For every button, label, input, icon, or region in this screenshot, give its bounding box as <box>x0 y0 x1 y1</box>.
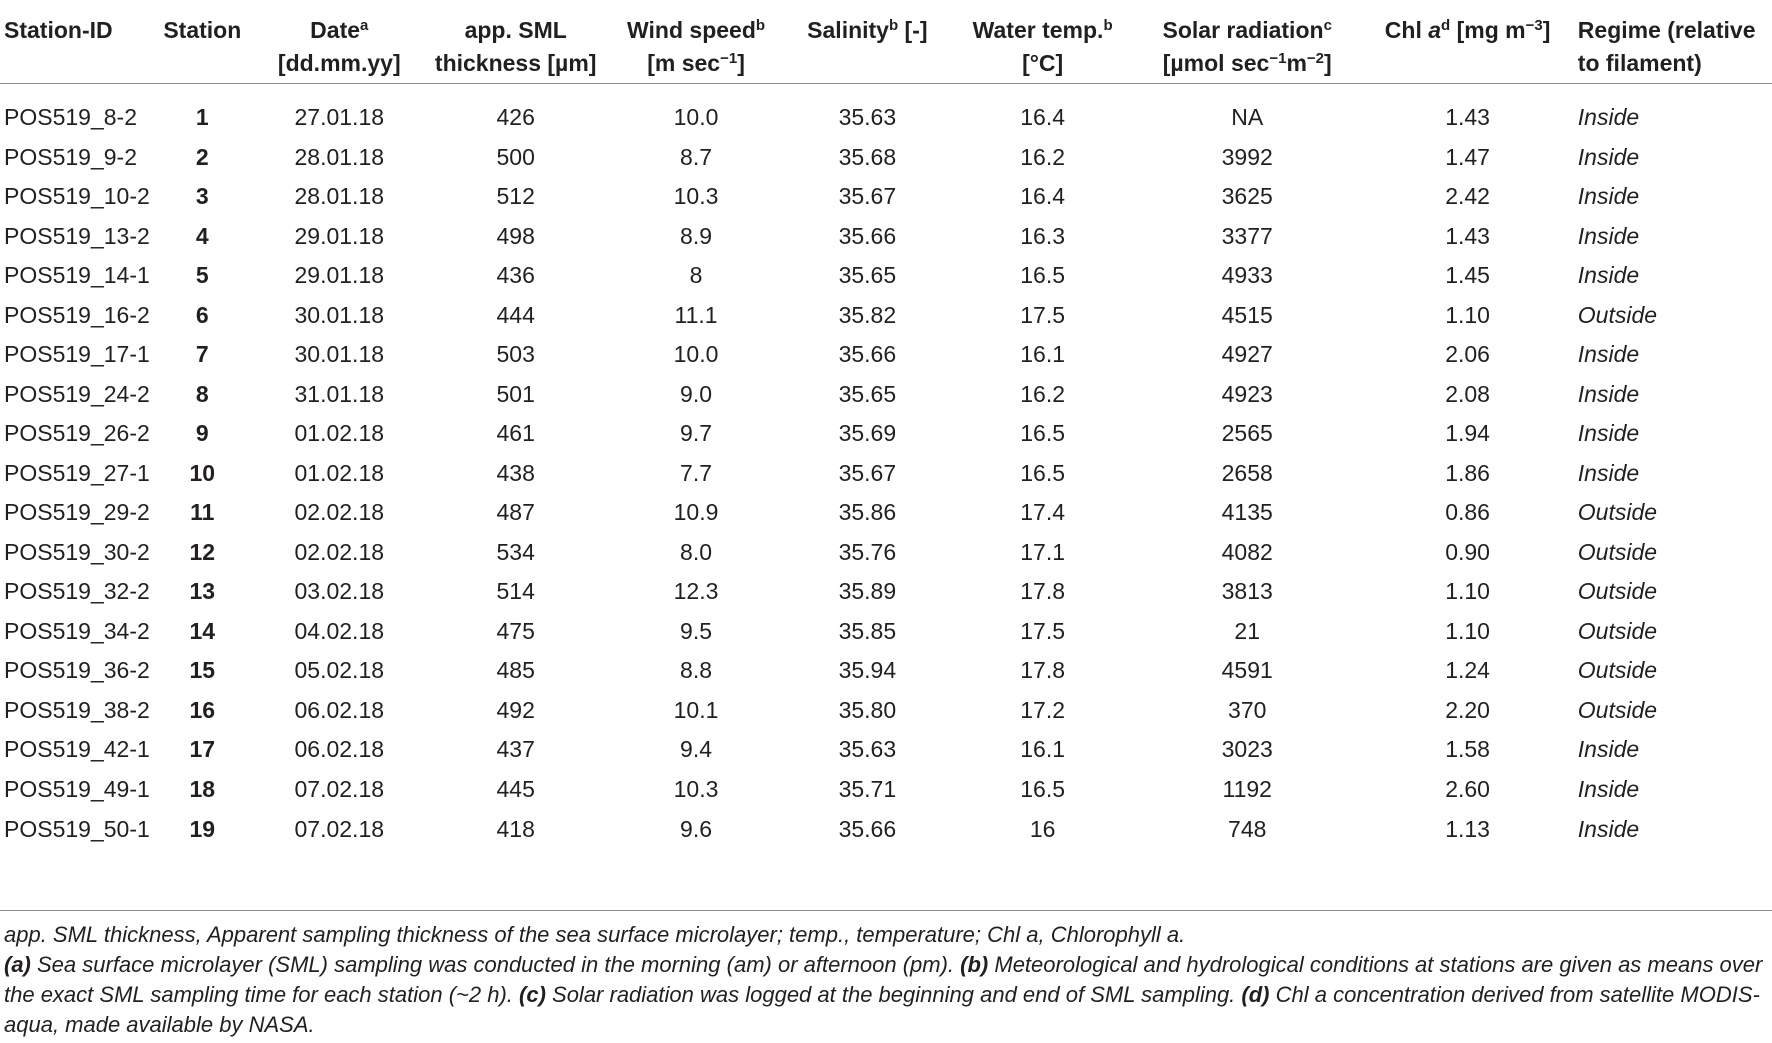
cell-sml-thickness: 498 <box>496 222 535 249</box>
cell-station-id: POS519_36-2 <box>4 657 150 684</box>
cell-solar-radiation: 4591 <box>1221 657 1273 684</box>
cell-wind-speed: 8 <box>689 262 703 289</box>
cell-wind-speed: 7.7 <box>680 459 713 486</box>
cell-sml-thickness: 514 <box>496 578 535 605</box>
cell-sml-thickness: 503 <box>496 341 535 368</box>
cell-chl-a: 2.60 <box>1445 775 1490 802</box>
cell-wind-speed: 9.7 <box>680 420 713 447</box>
cell-solar-radiation: 21 <box>1234 617 1261 644</box>
table-footnotes <box>4 920 1768 1040</box>
cell-solar-radiation: 4135 <box>1221 499 1273 526</box>
cell-sml-thickness: 534 <box>496 538 535 565</box>
cell-wind-speed: 10.0 <box>673 341 719 368</box>
cell-sml-thickness: 475 <box>496 617 535 644</box>
cell-wind-speed: 8.8 <box>680 657 713 684</box>
cell-regime: Inside <box>1577 420 1640 447</box>
cell-station: 17 <box>189 736 216 763</box>
footnote-details: (a) Sea surface microlayer (SML) sampling was conducted in the morning (am) or afternoon (pm). (b) Meteorological and hydrological conditions at stations are given as means over the exact SML sampling time for each station (~2 h). (c) Solar radiation was logged at the beginning and end of SML sampling. (d) Chl a concentration derived from satellite MODIS-aqua, made available by NASA. <box>4 952 1763 1037</box>
cell-regime: Outside <box>1577 578 1658 605</box>
cell-date: 05.02.18 <box>294 657 385 684</box>
cell-chl-a: 1.58 <box>1445 736 1490 763</box>
cell-salinity: 35.69 <box>838 420 897 447</box>
cell-water-temp: 16.5 <box>1020 775 1066 802</box>
cell-sml-thickness: 461 <box>496 420 535 447</box>
table-row <box>0 177 1772 217</box>
cell-solar-radiation: 4927 <box>1221 341 1273 368</box>
cell-station: 1 <box>195 104 209 131</box>
cell-wind-speed: 10.0 <box>673 104 719 131</box>
cell-sml-thickness: 426 <box>496 104 535 131</box>
cell-chl-a: 1.86 <box>1445 459 1490 486</box>
cell-wind-speed: 10.9 <box>673 499 719 526</box>
cell-regime: Outside <box>1577 657 1658 684</box>
cell-station: 14 <box>189 617 216 644</box>
col-header-date: Date$^a$ [dd.mm.yy] <box>255 14 424 84</box>
cell-wind-speed: 12.3 <box>673 578 719 605</box>
cell-chl-a: 1.94 <box>1445 420 1490 447</box>
cell-station-id: POS519_9-2 <box>4 143 137 170</box>
cell-water-temp: 16.1 <box>1020 736 1066 763</box>
cell-chl-a: 1.24 <box>1445 657 1490 684</box>
cell-wind-speed: 10.1 <box>673 696 719 723</box>
cell-sml-thickness: 501 <box>496 380 535 407</box>
cell-wind-speed: 10.3 <box>673 775 719 802</box>
footer-divider <box>0 910 1772 911</box>
cell-regime: Outside <box>1577 538 1658 565</box>
cell-date: 07.02.18 <box>294 775 385 802</box>
cell-date: 06.02.18 <box>294 736 385 763</box>
cell-station-id: POS519_13-2 <box>4 222 150 249</box>
cell-station: 6 <box>195 301 209 328</box>
cell-station-id: POS519_50-1 <box>4 815 150 842</box>
cell-solar-radiation: 4082 <box>1221 538 1273 565</box>
cell-salinity: 35.80 <box>838 696 897 723</box>
cell-salinity: 35.89 <box>838 578 897 605</box>
cell-solar-radiation: 4515 <box>1221 301 1273 328</box>
cell-date: 04.02.18 <box>294 617 385 644</box>
cell-wind-speed: 9.4 <box>680 736 713 763</box>
cell-water-temp: 16.1 <box>1020 341 1066 368</box>
cell-chl-a: 0.90 <box>1445 538 1490 565</box>
cell-solar-radiation: NA <box>1231 104 1264 131</box>
cell-station-id: POS519_26-2 <box>4 420 150 447</box>
cell-station-id: POS519_30-2 <box>4 538 150 565</box>
cell-water-temp: 17.5 <box>1020 301 1066 328</box>
cell-salinity: 35.67 <box>838 183 897 210</box>
cell-salinity: 35.65 <box>838 380 897 407</box>
cell-salinity: 35.94 <box>838 657 897 684</box>
cell-station: 19 <box>189 815 216 842</box>
spacer-row <box>0 84 1772 99</box>
cell-station-id: POS519_38-2 <box>4 696 150 723</box>
table-row <box>0 493 1772 533</box>
cell-regime: Outside <box>1577 696 1658 723</box>
cell-salinity: 35.63 <box>838 104 897 131</box>
table-row <box>0 98 1772 138</box>
cell-water-temp: 16.4 <box>1020 104 1066 131</box>
cell-salinity: 35.67 <box>838 459 897 486</box>
table-row <box>0 454 1772 494</box>
cell-regime: Inside <box>1577 736 1640 763</box>
cell-regime: Inside <box>1577 262 1640 289</box>
cell-station: 9 <box>195 420 209 447</box>
cell-solar-radiation: 2658 <box>1221 459 1273 486</box>
cell-solar-radiation: 4923 <box>1221 380 1273 407</box>
cell-wind-speed: 9.6 <box>680 815 713 842</box>
cell-station-id: POS519_32-2 <box>4 578 150 605</box>
table-row <box>0 809 1772 849</box>
cell-date: 07.02.18 <box>294 815 385 842</box>
cell-date: 03.02.18 <box>294 578 385 605</box>
cell-station-id: POS519_16-2 <box>4 301 150 328</box>
cell-date: 02.02.18 <box>294 499 385 526</box>
cell-salinity: 35.82 <box>838 301 897 328</box>
cell-wind-speed: 9.0 <box>680 380 713 407</box>
cell-sml-thickness: 512 <box>496 183 535 210</box>
cell-station: 12 <box>189 538 216 565</box>
footnote-abbreviations: app. SML thickness, Apparent sampling thickness of the sea surface microlayer; temp., temperature; Chl a, Chlorophyll a. <box>4 922 1186 947</box>
cell-sml-thickness: 492 <box>496 696 535 723</box>
cell-salinity: 35.68 <box>838 143 897 170</box>
cell-salinity: 35.66 <box>838 341 897 368</box>
table-row <box>0 256 1772 296</box>
cell-station-id: POS519_27-1 <box>4 459 150 486</box>
cell-water-temp: 17.2 <box>1020 696 1066 723</box>
cell-water-temp: 17.1 <box>1020 538 1066 565</box>
cell-wind-speed: 9.5 <box>680 617 713 644</box>
table-row <box>0 612 1772 652</box>
cell-water-temp: 16.2 <box>1020 143 1066 170</box>
cell-water-temp: 17.8 <box>1020 657 1066 684</box>
cell-solar-radiation: 748 <box>1228 815 1267 842</box>
col-header-chl-a: Chl $a^d$ [mg $m^{-3}$] <box>1359 14 1575 84</box>
cell-station: 4 <box>195 222 209 249</box>
cell-chl-a: 2.20 <box>1445 696 1490 723</box>
table-row <box>0 217 1772 257</box>
cell-station-id: POS519_17-1 <box>4 341 150 368</box>
cell-solar-radiation: 4933 <box>1221 262 1273 289</box>
cell-water-temp: 17.4 <box>1020 499 1066 526</box>
cell-date: 06.02.18 <box>294 696 385 723</box>
cell-water-temp: 16.5 <box>1020 459 1066 486</box>
cell-salinity: 35.71 <box>838 775 897 802</box>
cell-sml-thickness: 445 <box>496 775 535 802</box>
cell-chl-a: 1.47 <box>1445 143 1490 170</box>
col-header-salinity: Salinity$^b$ [-] <box>785 14 951 84</box>
cell-regime: Inside <box>1577 775 1640 802</box>
cell-solar-radiation: 3023 <box>1221 736 1273 763</box>
table-row <box>0 691 1772 731</box>
cell-water-temp: 16.5 <box>1020 262 1066 289</box>
cell-date: 29.01.18 <box>294 262 385 289</box>
cell-solar-radiation: 3992 <box>1221 143 1273 170</box>
cell-wind-speed: 10.3 <box>673 183 719 210</box>
cell-station: 18 <box>189 775 216 802</box>
cell-chl-a: 2.42 <box>1445 183 1490 210</box>
table-row <box>0 414 1772 454</box>
cell-station: 8 <box>195 380 209 407</box>
col-header-water-temp: Water temp.$^b$ [°C] <box>950 14 1135 84</box>
cell-date: 01.02.18 <box>294 459 385 486</box>
cell-station-id: POS519_14-1 <box>4 262 150 289</box>
cell-station: 10 <box>189 459 216 486</box>
table-row <box>0 533 1772 573</box>
cell-regime: Inside <box>1577 815 1640 842</box>
cell-chl-a: 2.08 <box>1445 380 1490 407</box>
cell-regime: Inside <box>1577 380 1640 407</box>
header-row <box>0 14 1772 84</box>
cell-water-temp: 16.2 <box>1020 380 1066 407</box>
col-header-sml-thickness: app. SML thickness [µm] <box>424 14 608 84</box>
cell-date: 28.01.18 <box>294 143 385 170</box>
cell-station: 16 <box>189 696 216 723</box>
table-row <box>0 730 1772 770</box>
cell-date: 28.01.18 <box>294 183 385 210</box>
cell-regime: Outside <box>1577 499 1658 526</box>
cell-date: 30.01.18 <box>294 341 385 368</box>
cell-regime: Inside <box>1577 459 1640 486</box>
cell-water-temp: 16 <box>1029 815 1056 842</box>
table-row <box>0 296 1772 336</box>
cell-water-temp: 17.5 <box>1020 617 1066 644</box>
cell-wind-speed: 8.7 <box>680 143 713 170</box>
cell-regime: Inside <box>1577 104 1640 131</box>
cell-date: 31.01.18 <box>294 380 385 407</box>
cell-solar-radiation: 2565 <box>1221 420 1273 447</box>
cell-station: 3 <box>195 183 209 210</box>
cell-water-temp: 16.3 <box>1020 222 1066 249</box>
cell-date: 30.01.18 <box>294 301 385 328</box>
cell-sml-thickness: 487 <box>496 499 535 526</box>
cell-solar-radiation: 1192 <box>1222 775 1272 802</box>
cell-chl-a: 0.86 <box>1445 499 1490 526</box>
cell-station: 15 <box>189 657 216 684</box>
cell-chl-a: 1.45 <box>1445 262 1490 289</box>
table-row <box>0 651 1772 691</box>
cell-salinity: 35.86 <box>838 499 897 526</box>
cell-sml-thickness: 418 <box>496 815 535 842</box>
cell-date: 29.01.18 <box>294 222 385 249</box>
cell-station: 7 <box>195 341 209 368</box>
cell-date: 01.02.18 <box>294 420 385 447</box>
table-row <box>0 138 1772 178</box>
cell-sml-thickness: 438 <box>496 459 535 486</box>
col-header-solar-radiation: Solar radiation$^c$ [µmol $\sec^{-1}m^{-2}$] <box>1135 14 1359 84</box>
cell-salinity: 35.85 <box>838 617 897 644</box>
cell-chl-a: 1.43 <box>1445 222 1490 249</box>
col-header-wind-speed: Wind speed$^b$ [m $\sec^{-1}$] <box>608 14 785 84</box>
cell-regime: Inside <box>1577 341 1640 368</box>
cell-solar-radiation: 370 <box>1228 696 1267 723</box>
cell-water-temp: 16.4 <box>1020 183 1066 210</box>
cell-wind-speed: 8.9 <box>680 222 713 249</box>
table-row <box>0 335 1772 375</box>
cell-salinity: 35.66 <box>838 222 897 249</box>
cell-salinity: 35.76 <box>838 538 897 565</box>
cell-regime: Inside <box>1577 143 1640 170</box>
cell-solar-radiation: 3377 <box>1221 222 1273 249</box>
table-row <box>0 770 1772 810</box>
cell-water-temp: 16.5 <box>1020 420 1066 447</box>
cell-sml-thickness: 500 <box>496 143 535 170</box>
cell-chl-a: 1.10 <box>1445 617 1490 644</box>
cell-wind-speed: 8.0 <box>680 538 713 565</box>
table-row <box>0 572 1772 612</box>
cell-sml-thickness: 444 <box>496 301 535 328</box>
cell-salinity: 35.63 <box>838 736 897 763</box>
cell-regime: Outside <box>1577 301 1658 328</box>
station-table <box>0 14 1772 849</box>
cell-station-id: POS519_29-2 <box>4 499 150 526</box>
table-row <box>0 375 1772 415</box>
cell-station: 11 <box>190 499 215 526</box>
cell-sml-thickness: 485 <box>496 657 535 684</box>
cell-regime: Inside <box>1577 183 1640 210</box>
col-header-station: Station <box>150 14 255 84</box>
cell-station: 13 <box>189 578 216 605</box>
table-body <box>0 84 1772 850</box>
cell-station-id: POS519_10-2 <box>4 183 150 210</box>
cell-sml-thickness: 436 <box>496 262 535 289</box>
cell-sml-thickness: 437 <box>496 736 535 763</box>
col-header-regime: Regime (relative to filament) <box>1576 14 1772 84</box>
cell-regime: Outside <box>1577 617 1658 644</box>
cell-date: 02.02.18 <box>294 538 385 565</box>
cell-station-id: POS519_8-2 <box>4 104 137 131</box>
cell-solar-radiation: 3625 <box>1221 183 1273 210</box>
cell-wind-speed: 11.1 <box>674 301 718 328</box>
cell-chl-a: 1.10 <box>1445 578 1490 605</box>
cell-solar-radiation: 3813 <box>1221 578 1273 605</box>
cell-station-id: POS519_49-1 <box>4 775 150 802</box>
cell-station: 2 <box>195 143 209 170</box>
cell-salinity: 35.65 <box>838 262 897 289</box>
cell-chl-a: 1.43 <box>1445 104 1490 131</box>
cell-date: 27.01.18 <box>294 104 385 131</box>
cell-station-id: POS519_34-2 <box>4 617 150 644</box>
cell-regime: Inside <box>1577 222 1640 249</box>
cell-chl-a: 2.06 <box>1445 341 1490 368</box>
col-header-station-id: Station-ID <box>0 14 150 84</box>
cell-chl-a: 1.10 <box>1445 301 1490 328</box>
cell-station-id: POS519_24-2 <box>4 380 150 407</box>
cell-station: 5 <box>195 262 209 289</box>
cell-salinity: 35.66 <box>838 815 897 842</box>
cell-chl-a: 1.13 <box>1445 815 1490 842</box>
cell-water-temp: 17.8 <box>1020 578 1066 605</box>
cell-station-id: POS519_42-1 <box>4 736 150 763</box>
